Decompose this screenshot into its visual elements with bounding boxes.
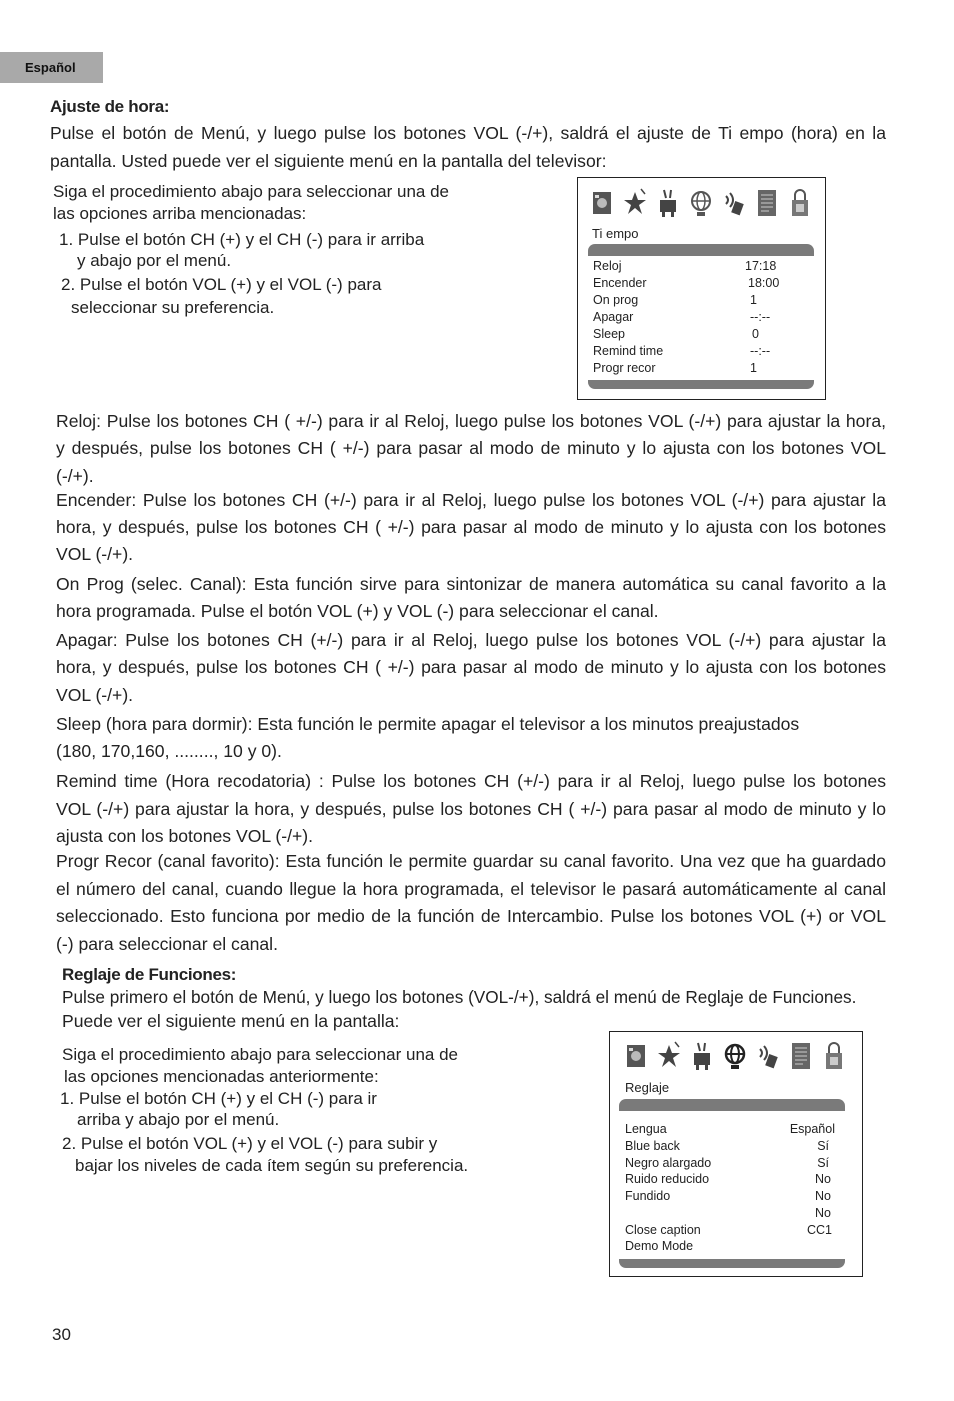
menu-row-label: Remind time [593,344,664,358]
step-text: 1. Pulse el botón CH (+) y el CH (-) para ir arriba [59,230,425,249]
desc-encender-line2: hora, y después, pulse los botones CH ( +/-) para pasar al modo de minuto y lo ajusta con los botones [56,517,886,537]
menu-row [625,1121,835,1138]
section-title-ajuste-hora: Ajuste de hora: [50,97,170,116]
sound-icon [656,186,680,220]
page-number: 30 [52,1325,71,1344]
desc-apagar-line3: VOL (-/+). [56,685,134,705]
menu-row [625,1222,832,1239]
desc-remind-line1: Remind time (Hora recodatoria) : Pulse los botones CH (+/-) para ir al Reloj, luego pulse los botones [56,771,886,791]
menu-row-label: Close caption [625,1223,701,1237]
menu-row [593,292,818,309]
picture-icon [590,186,614,220]
menu-row-value: Sí [817,1156,829,1170]
section1-intro-line1: Pulse el botón de Menú, y luego pulse los botones VOL (-/+), saldrá el ajuste de Ti empo (hora) en la [50,123,886,143]
menu-row [625,1171,831,1188]
step-text: 2. Pulse el botón VOL (+) y el VOL (-) para [61,275,382,294]
menu-row-label: Lengua [625,1122,667,1136]
step-text: las opciones mencionadas anteriormente: [64,1067,379,1086]
step-text: 1. Pulse el botón CH (+) y el CH (-) para ir [60,1089,377,1108]
menu-row [593,258,818,275]
menu-row [593,360,818,377]
step-text: Siga el procedimiento abajo para seleccionar una de [53,182,449,201]
menu-row-value: 0 [752,327,759,341]
menu-row [593,326,818,343]
lock-icon [788,186,812,220]
desc-progr-line3: seleccionado. Esto funciona por medio de la función de Intercambio. Pulse los botones VOL (+) or VOL [56,906,886,926]
section2-intro-line1: Pulse primero el botón de Menú, y luego los botones (VOL-/+), saldrá el menú de Reglaje de Funciones. [62,987,857,1007]
menu-icon-bar [624,1039,846,1073]
globe-icon [689,186,713,220]
menu-row-label: Apagar [593,310,634,324]
menu-row-value: 17:18 [745,259,777,273]
menu-row-value: CC1 [806,1223,832,1237]
menu-row-label: Ruido reducido [625,1172,710,1186]
globe-icon [723,1039,747,1073]
document-icon [755,186,779,220]
tiempo-menu-screen [577,177,826,400]
menu-row [593,343,818,360]
signal-icon [722,186,746,220]
step-text: las opciones arriba mencionadas: [53,204,307,223]
section2-intro-line2: Puede ver el siguiente menú en la pantalla: [62,1011,400,1031]
step-text: 2. Pulse el botón VOL (+) y el VOL (-) para subir y [62,1134,438,1153]
desc-sleep-line2: (180, 170,160, ........, 10 y 0). [56,741,282,761]
menu-row-value: --:-- [750,344,771,358]
desc-reloj-line3: (-/+). [56,466,94,486]
menu-row-label: Negro alargado [625,1156,712,1170]
menu-title: Ti empo [592,226,639,241]
desc-progr-line4: (-) para seleccionar el canal. [56,934,278,954]
desc-progr-line2: el número del canal, cuando llegue la hora programada, el televisor le pasará automáticamente al canal [56,879,886,899]
document-icon [789,1039,813,1073]
desc-progr-line1: Progr Recor (canal favorito): Esta función le permite guardar su canal favorito. Una vez que ha guardado [56,851,886,871]
menu-row-value: No [815,1189,831,1203]
menu-header-bar [588,244,814,256]
desc-apagar-line1: Apagar: Pulse los botones CH (+/-) para ir al Reloj, luego pulse los botones VOL (-/+) para ajustar la [56,630,886,650]
menu-row [625,1188,831,1205]
menu-icon-bar [590,186,812,220]
menu-row-label: Sleep [593,327,625,341]
menu-row-value: Español [789,1122,835,1136]
menu-row-value: 1 [750,293,757,307]
language-tab [0,52,103,83]
menu-row [625,1155,829,1172]
menu-row-value: 18:00 [748,276,780,290]
language-tab-label: Español [25,60,76,75]
menu-row [625,1138,829,1155]
menu-title: Reglaje [625,1080,670,1095]
desc-remind-line3: ajusta con los botones VOL (-/+). [56,826,314,846]
star-effects-icon [657,1039,681,1073]
menu-footer-bar [619,1259,845,1268]
step-text: bajar los niveles de cada ítem según su preferencia. [75,1156,469,1175]
step-text: arriba y abajo por el menú. [77,1110,280,1129]
menu-row-value: No [815,1206,831,1220]
desc-onprog-line2: hora programada. Pulse el botón VOL (+) y VOL (-) para seleccionar el canal. [56,601,659,621]
menu-row-label: Blue back [625,1139,680,1153]
menu-row-label: Reloj [593,259,622,273]
sound-icon [690,1039,714,1073]
step-text: y abajo por el menú. [77,251,232,270]
picture-icon [624,1039,648,1073]
menu-row-label: Progr recor [593,361,656,375]
menu-row [593,275,818,292]
desc-reloj-line1: Reloj: Pulse los botones CH ( +/-) para ir al Reloj, luego pulse los botones VOL (-/+) para ajustar la hora, [56,411,886,431]
signal-icon [756,1039,780,1073]
menu-row-value: --:-- [750,310,771,324]
desc-onprog-line1: On Prog (selec. Canal): Esta función sirve para sintonizar de manera automática su canal favorito a la [56,574,886,594]
menu-row-value: 1 [750,361,757,375]
desc-encender-line3: VOL (-/+). [56,544,134,564]
menu-row-value: Sí [817,1139,829,1153]
star-effects-icon [623,186,647,220]
menu-footer-bar [588,380,814,389]
step-text: seleccionar su preferencia. [71,298,275,317]
desc-sleep-line1: Sleep (hora para dormir): Esta función le permite apagar el televisor a los minutos preajustados [56,714,800,734]
desc-remind-line2: VOL (-/+) para ajustar la hora, y después, pulse los botones CH ( +/-) para pasar al modo de minuto y lo [56,799,886,819]
menu-row [625,1238,832,1255]
menu-row-label: Demo Mode [625,1239,694,1253]
section-title-reglaje: Reglaje de Funciones: [62,965,237,984]
menu-header-bar [619,1099,845,1111]
menu-row-label: Fundido [625,1189,671,1203]
section1-intro-line2: pantalla. Usted puede ver el siguiente menú en la pantalla del televisor: [50,151,607,171]
menu-row-label: Encender [593,276,647,290]
reglaje-menu-screen [609,1031,863,1277]
menu-row [625,1205,831,1222]
desc-apagar-line2: hora, y después, pulse los botones CH ( +/-) para pasar al modo de minuto y lo ajusta con los botones [56,657,886,677]
step-text: Siga el procedimiento abajo para seleccionar una de [62,1045,458,1064]
desc-encender-line1: Encender: Pulse los botones CH (+/-) para ir al Reloj, luego pulse los botones VOL (-/+) para ajustar la [56,490,886,510]
menu-row-label: On prog [593,293,639,307]
menu-row [593,309,818,326]
menu-row-value: No [815,1172,831,1186]
lock-icon [822,1039,846,1073]
desc-reloj-line2: y después, pulse los botones CH ( +/-) para pasar al modo de minuto y lo ajusta con los botones VOL [56,438,886,458]
